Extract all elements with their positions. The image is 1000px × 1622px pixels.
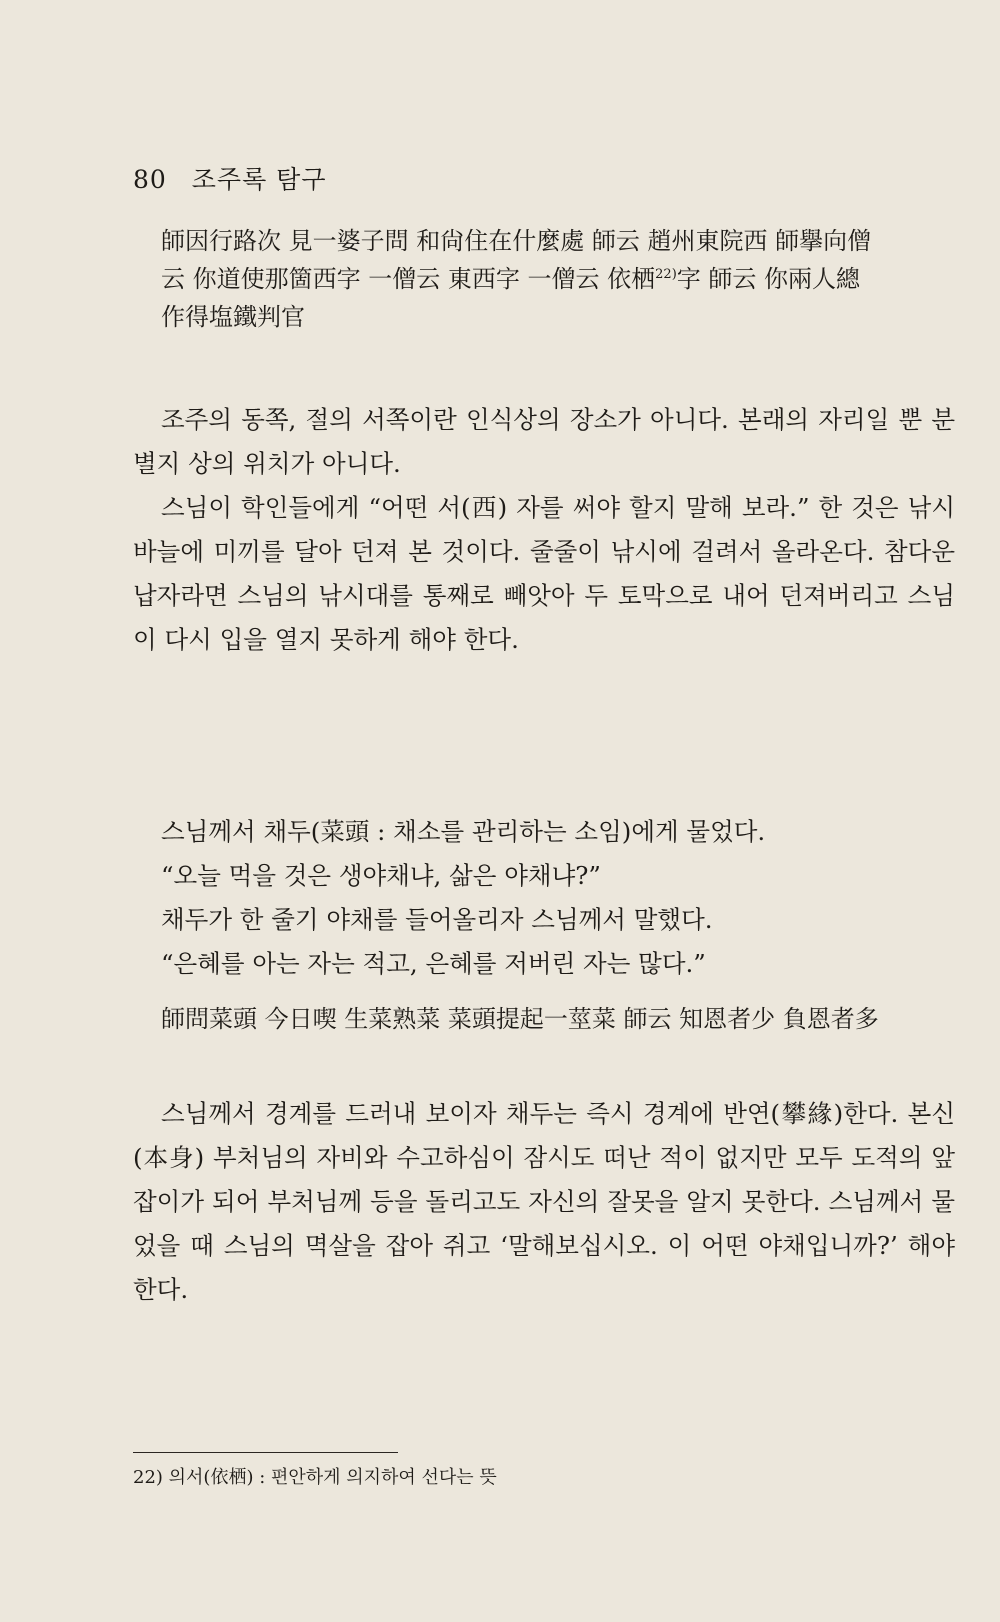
hanja-text: 字 師云 你兩人總	[676, 265, 861, 293]
hanja-line: 師問菜頭 今日喫 生菜熟菜 菜頭提起一莖菜 師云 知恩者少 負恩者多	[161, 1005, 879, 1033]
book-title: 조주록 탐구	[191, 165, 327, 194]
footnote-reference: 22)	[655, 267, 677, 282]
footnote-divider	[133, 1452, 398, 1453]
page-number: 80	[133, 165, 167, 194]
paragraph: 스님께서 경계를 드러내 보이자 채두는 즉시 경계에 반연(攀緣)한다. 본신(本身) 부처님의 자비와 수고하심이 잠시도 떠난 적이 없지만 모두 도적의 앞잡이가 되어 부처님께 등을 돌리고도 자신의 잘못을 알지 못한다. 스님께서 물었을 때 스님의 멱살을 잡아 쥐고 ‘말해보십시오. 이 어떤 야채입니까?’ 해야 한다.	[133, 1099, 955, 1304]
paragraph: 채두가 한 줄기 야채를 들어올리자 스님께서 말했다.	[161, 905, 713, 934]
translation-2	[133, 810, 955, 986]
hanja-line: 作得塩鐵判官	[161, 303, 305, 331]
hanja-line: 師因行路次 見一婆子問 和尙住在什麼處 師云 趙州東院西 師擧向僧	[161, 227, 872, 255]
commentary-2	[133, 1092, 955, 1312]
hanja-text: 云 你道使那箇西字 一僧云 東西字 一僧云 依栖	[161, 265, 656, 293]
hanja-line	[133, 260, 955, 298]
paragraph: 조주의 동쪽, 절의 서쪽이란 인식상의 장소가 아니다. 본래의 자리일 뿐 분별지 상의 위치가 아니다.	[133, 405, 955, 478]
classical-chinese-passage-1	[133, 222, 955, 336]
classical-chinese-passage-2	[133, 1000, 955, 1038]
paragraph: 스님이 학인들에게 “어떤 서(西) 자를 써야 할지 말해 보라.” 한 것은 낚시바늘에 미끼를 달아 던져 본 것이다. 줄줄이 낚시에 걸려서 올라온다. 참다운 납자라면 스님의 낚시대를 통째로 빼앗아 두 토막으로 내어 던져버리고 스님이 다시 입을 열지 못하게 해야 한다.	[133, 493, 955, 654]
footnote: 22) 의서(依栖) : 편안하게 의지하여 선다는 뜻	[133, 1467, 497, 1488]
running-header	[133, 160, 326, 196]
paragraph: “오늘 먹을 것은 생야채냐, 삶은 야채냐?”	[161, 861, 601, 890]
paragraph: 스님께서 채두(菜頭 : 채소를 관리하는 소임)에게 물었다.	[161, 817, 766, 846]
paragraph: “은혜를 아는 자는 적고, 은혜를 저버린 자는 많다.”	[161, 949, 706, 978]
commentary-1	[133, 398, 955, 662]
